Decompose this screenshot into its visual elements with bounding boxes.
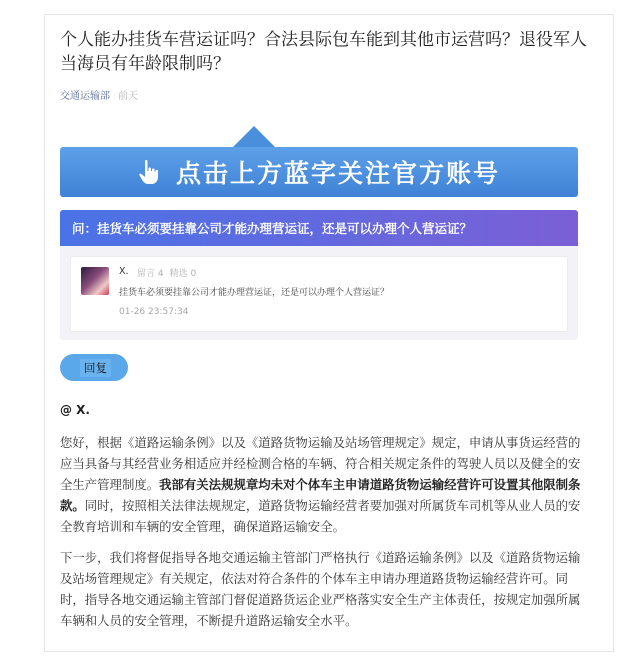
- comment-timestamp: 01-26 23:57:34: [119, 307, 189, 317]
- comment-stats: [137, 266, 196, 279]
- paragraph-1-text-b: 同时，按照相关法律法规规定，道路货物运输经营者要加强对所属货车司机等从业人员的安全教育培训和车辆的安全管理，确保道路运输安全。: [60, 498, 581, 534]
- banner-text: 点击上方蓝字关注官方账号: [175, 159, 500, 188]
- reply-button[interactable]: [60, 354, 128, 381]
- avatar[interactable]: [81, 267, 109, 295]
- comment-author: X.: [119, 266, 129, 277]
- paragraph-1-bold: 我部有关法规规章均未对个体车主申请道路货物运输经营许可设置其他限制条款。: [60, 477, 581, 513]
- reply-paragraph-2: 下一步，我们将督促指导各地交通运输主管部门严格执行《道路运输条例》以及《道路货物运输及站场管理规定》有关规定，依法对符合条件的个体车主申请办理道路货物运输经营许可。同时，指导各地交通运输主管部门督促道路货运企业严格落实安全生产主体责任，按规定加强所属车辆和人员的安全管理，不断提升道路运输安全水平。: [60, 550, 581, 628]
- paragraph-1-text-a: 您好，根据《道路运输条例》以及《道路货物运输及站场管理规定》规定，申请从事货运经营的应当具备与其经营业务相适应并经检测合格的车辆、符合相关规定条件的驾驶人员以及健全的安全生产管理制度。: [60, 435, 581, 492]
- banner-notch: [232, 126, 276, 148]
- article-title: 个人能办挂货车营运证吗？合法县际包车能到其他市运营吗？退役军人当海员有年龄限制吗？: [60, 30, 587, 74]
- featured-count: 精选 0: [169, 269, 197, 279]
- article-meta: [60, 87, 138, 102]
- reply-label: 回复: [80, 359, 111, 377]
- comment-count: 留言 4: [137, 269, 164, 279]
- follow-banner[interactable]: [60, 147, 578, 197]
- source-link[interactable]: 交通运输部: [60, 91, 110, 102]
- question-box: [60, 210, 578, 340]
- comment-card: [70, 256, 568, 332]
- comment-text: 挂货车必须要挂靠公司才能办理营运证，还是可以办理个人营运证？: [119, 288, 390, 298]
- pointer-hand-icon: [138, 159, 160, 185]
- publish-time: 前天: [118, 91, 138, 102]
- reply-paragraph-1: [60, 432, 588, 537]
- reply-mention: @ X.: [60, 403, 90, 417]
- question-header: 问：挂货车必须要挂靠公司才能办理营运证，还是可以办理个人营运证？: [60, 210, 578, 246]
